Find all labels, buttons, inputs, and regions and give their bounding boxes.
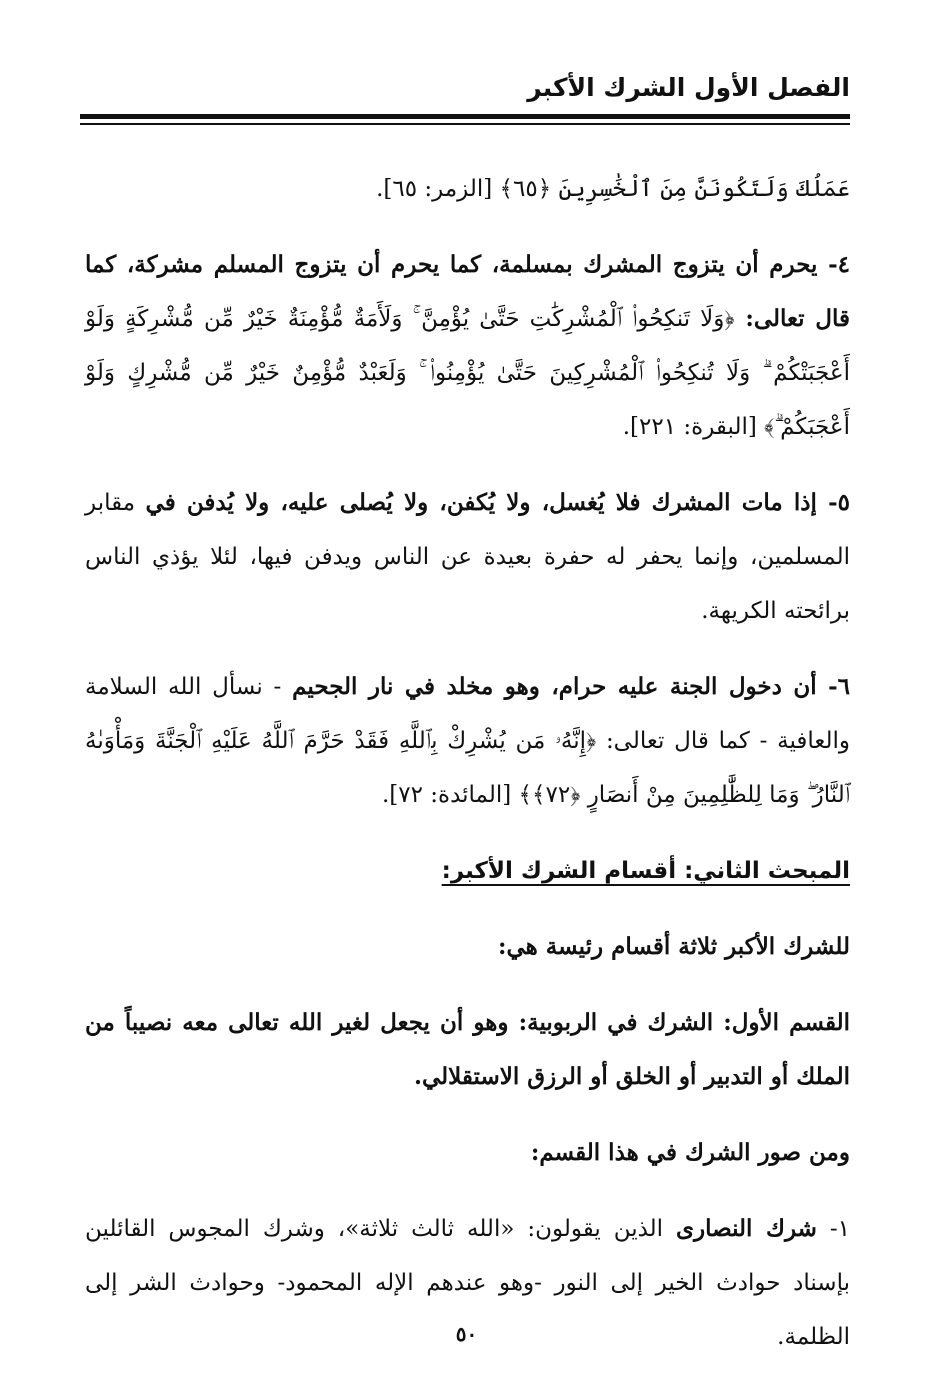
paragraph-4	[85, 238, 850, 454]
paragraph-ayah-continuation	[85, 162, 850, 216]
paragraph-text: مقابر المسلمين، وإنما يحفر له حفرة بعيدة عن الناس ويدفن فيها، لئلا يؤذي الناس برائحته الكريهة.	[85, 490, 850, 624]
paragraph-subheading	[85, 1126, 850, 1180]
quran-verse: ﴿إِنَّهُۥ مَن يُشْرِكْ بِٱللَّهِ فَقَدْ حَرَّمَ ٱللَّهُ عَلَيْهِ ٱلْجَنَّةَ وَمَأْوَىٰهُ ٱلنَّارُ ۖ وَمَا لِلظَّٰلِمِينَ مِنْ أَنصَارٍ ﴿٧٢﴾﴾	[85, 728, 850, 808]
paragraph-text: الذين يقولون: «الله ثالث ثلاثة»، وشرك المجوس القائلين بإسناد حوادث الخير إلى النور -وهو عندهم الإله المحمود- وحوادث الشر إلى الظلمة.	[85, 1216, 850, 1350]
header-rule-thin	[80, 123, 850, 125]
paragraph-lead: ٥- إذا مات المشرك فلا يُغسل، ولا يُكفن، ولا يُصلى عليه، ولا يُدفن في	[145, 489, 850, 516]
running-header: الفصل الأول الشرك الأكبر	[527, 73, 850, 102]
paragraph-text: للشرك الأكبر ثلاثة أقسام رئيسة هي:	[497, 933, 850, 960]
paragraph-lead: ١-	[816, 1216, 850, 1242]
paragraph-text: - نسأل الله السلامة والعافية - كما قال تعالى:	[85, 674, 850, 754]
paragraph-6	[85, 660, 850, 822]
section-heading	[85, 844, 850, 898]
paragraph-lead: ٤- يحرم أن يتزوج المشرك بمسلمة، كما يحرم أن يتزوج المسلم مشركة، كما قال تعالى:	[85, 251, 850, 332]
body-text	[85, 162, 850, 1386]
paragraph-lead: ٦- أن دخول الجنة عليه حرام، وهو مخلد في نار الجحيم	[292, 673, 850, 700]
paragraph-text: الشرك في الربوبية: وهو أن يجعل لغير الله تعالى معه نصيباً من الملك أو التدبير أو الخلق أو الرزق الاستقلالي.	[85, 1009, 850, 1090]
paragraph-intro	[85, 920, 850, 974]
verse-reference: [الزمر: ٦٥].	[376, 176, 500, 202]
section-heading-text: المبحث الثاني: أقسام الشرك الأكبر:	[441, 858, 850, 884]
verse-reference: [المائدة: ٧٢].	[381, 782, 519, 808]
quran-verse: عَمَلُكَ وَلَتَكُونَنَّ مِنَ ٱلْخَٰسِرِينَ ﴿٦٥﴾	[499, 176, 850, 202]
paragraph-text: ومن صور الشرك في هذا القسم:	[530, 1139, 850, 1166]
paragraph-5	[85, 476, 850, 638]
example-label: شرك النصارى	[676, 1215, 817, 1242]
header-rule-thick	[80, 114, 850, 119]
category-label: القسم الأول:	[723, 1009, 850, 1036]
page-number: ٥٠	[455, 1322, 478, 1346]
paragraph-first-category	[85, 996, 850, 1104]
verse-reference: [البقرة: ٢٢١].	[622, 414, 765, 440]
quran-verse: ﴿وَلَا تَنكِحُوا۟ ٱلْمُشْرِكَٰتِ حَتَّىٰ يُؤْمِنَّ ۚ وَلَأَمَةٌ مُّؤْمِنَةٌ خَيْرٌ مِّن مُّشْرِكَةٍ وَلَوْ أَعْجَبَتْكُمْ ۗ وَلَا تُنكِحُوا۟ ٱلْمُشْرِكِينَ حَتَّىٰ يُؤْمِنُوا۟ ۚ وَلَعَبْدٌ مُّؤْمِنٌ خَيْرٌ مِّن مُّشْرِكٍ وَلَوْ أَعْجَبَكُمْ ۗ﴾	[85, 306, 850, 440]
